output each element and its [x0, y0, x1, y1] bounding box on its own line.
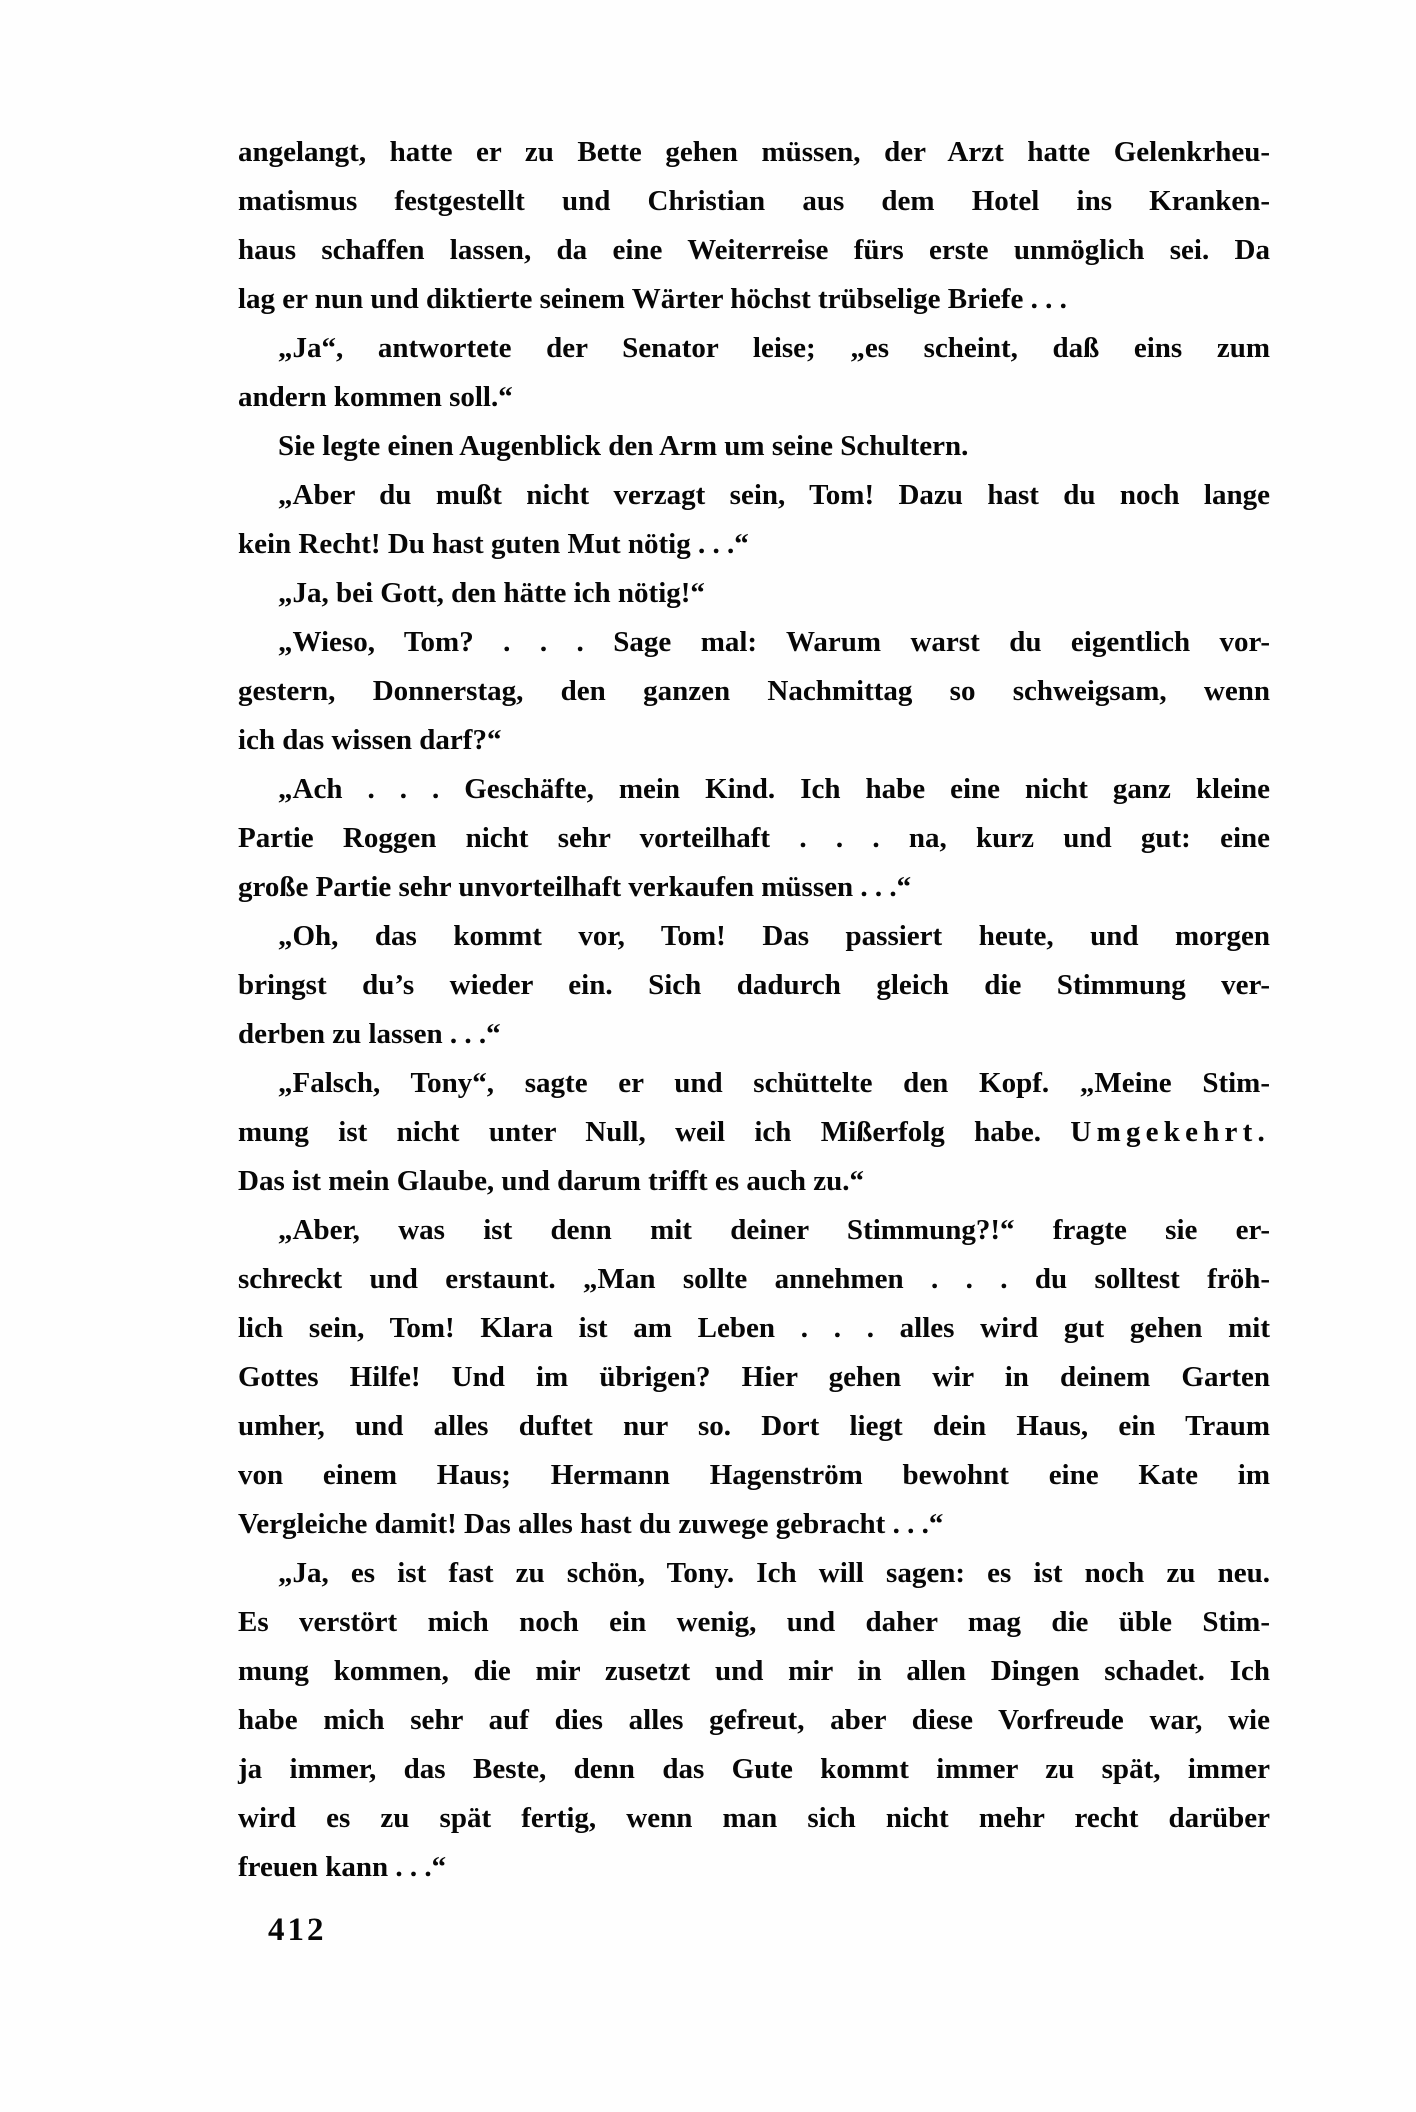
text-line: große Partie sehr unvorteilhaft verkaufen müssen . . .“ [238, 871, 912, 903]
text-line: „Ja, es ist fast zu schön, Tony. Ich will sagen: es ist noch zu neu. [278, 1557, 1270, 1589]
text-line: lich sein, Tom! Klara ist am Leben . . . alles wird gut gehen mit [238, 1312, 1270, 1344]
page-number: 412 [268, 1912, 327, 1948]
text-line: wird es zu spät fertig, wenn man sich nicht mehr recht darüber [238, 1802, 1270, 1834]
text-line: „Aber du mußt nicht verzagt sein, Tom! Dazu hast du noch lange [278, 479, 1270, 511]
text-line: „Falsch, Tony“, sagte er und schüttelte den Kopf. „Meine Stim- [278, 1067, 1270, 1099]
text-line: kein Recht! Du hast guten Mut nötig . . .“ [238, 528, 749, 560]
text-line: „Wieso, Tom? . . . Sage mal: Warum warst du eigentlich vor- [278, 626, 1270, 658]
text-line: „Ja“, antwortete der Senator leise; „es scheint, daß eins zum [278, 332, 1270, 364]
text-line: Es verstört mich noch ein wenig, und daher mag die üble Stim- [238, 1606, 1270, 1638]
text-line: lag er nun und diktierte seinem Wärter höchst trübselige Briefe . . . [238, 283, 1067, 315]
page-text [238, 128, 1270, 1892]
text-line: freuen kann . . .“ [238, 1851, 447, 1883]
text-line: matismus festgestellt und Christian aus dem Hotel ins Kranken- [238, 185, 1270, 217]
text-line: bringst du’s wieder ein. Sich dadurch gleich die Stimmung ver- [238, 969, 1270, 1001]
text-line: „Aber, was ist denn mit deiner Stimmung?!“ fragte sie er- [278, 1214, 1270, 1246]
text-line: umher, und alles duftet nur so. Dort liegt dein Haus, ein Traum [238, 1410, 1270, 1442]
text-line: Das ist mein Glaube, und darum trifft es auch zu.“ [238, 1165, 864, 1197]
text-line: gestern, Donnerstag, den ganzen Nachmittag so schweigsam, wenn [238, 675, 1270, 707]
text-line: ich das wissen darf?“ [238, 724, 502, 756]
text-line: Gottes Hilfe! Und im übrigen? Hier gehen wir in deinem Garten [238, 1361, 1270, 1393]
text-line: derben zu lassen . . .“ [238, 1018, 501, 1050]
text-line: Vergleiche damit! Das alles hast du zuwege gebracht . . .“ [238, 1508, 944, 1540]
text-line: mung kommen, die mir zusetzt und mir in allen Dingen schadet. Ich [238, 1655, 1270, 1687]
text-line: „Ach . . . Geschäfte, mein Kind. Ich habe eine nicht ganz kleine [278, 773, 1270, 805]
letterspaced-word: Umgekehrt. [1070, 1116, 1270, 1148]
text-line: „Ja, bei Gott, den hätte ich nötig!“ [278, 577, 705, 609]
text-line: von einem Haus; Hermann Hagenström bewohnt eine Kate im [238, 1459, 1270, 1491]
text-line: Partie Roggen nicht sehr vorteilhaft . . . na, kurz und gut: eine [238, 822, 1270, 854]
text-line: haus schaffen lassen, da eine Weiterreise fürs erste unmöglich sei. Da [238, 234, 1270, 266]
text-line: angelangt, hatte er zu Bette gehen müssen, der Arzt hatte Gelenkrheu- [238, 136, 1270, 168]
text-line: ja immer, das Beste, denn das Gute kommt immer zu spät, immer [238, 1753, 1270, 1785]
text-line: schreckt und erstaunt. „Man sollte annehmen . . . du solltest fröh- [238, 1263, 1270, 1295]
text-line: mung ist nicht unter Null, weil ich Mißerfolg habe. Umgekehrt. [238, 1116, 1270, 1148]
text-line: „Oh, das kommt vor, Tom! Das passiert heute, und morgen [278, 920, 1270, 952]
text-line: Sie legte einen Augenblick den Arm um seine Schultern. [278, 430, 969, 462]
text-line: habe mich sehr auf dies alles gefreut, aber diese Vorfreude war, wie [238, 1704, 1270, 1736]
text-line: andern kommen soll.“ [238, 381, 513, 413]
